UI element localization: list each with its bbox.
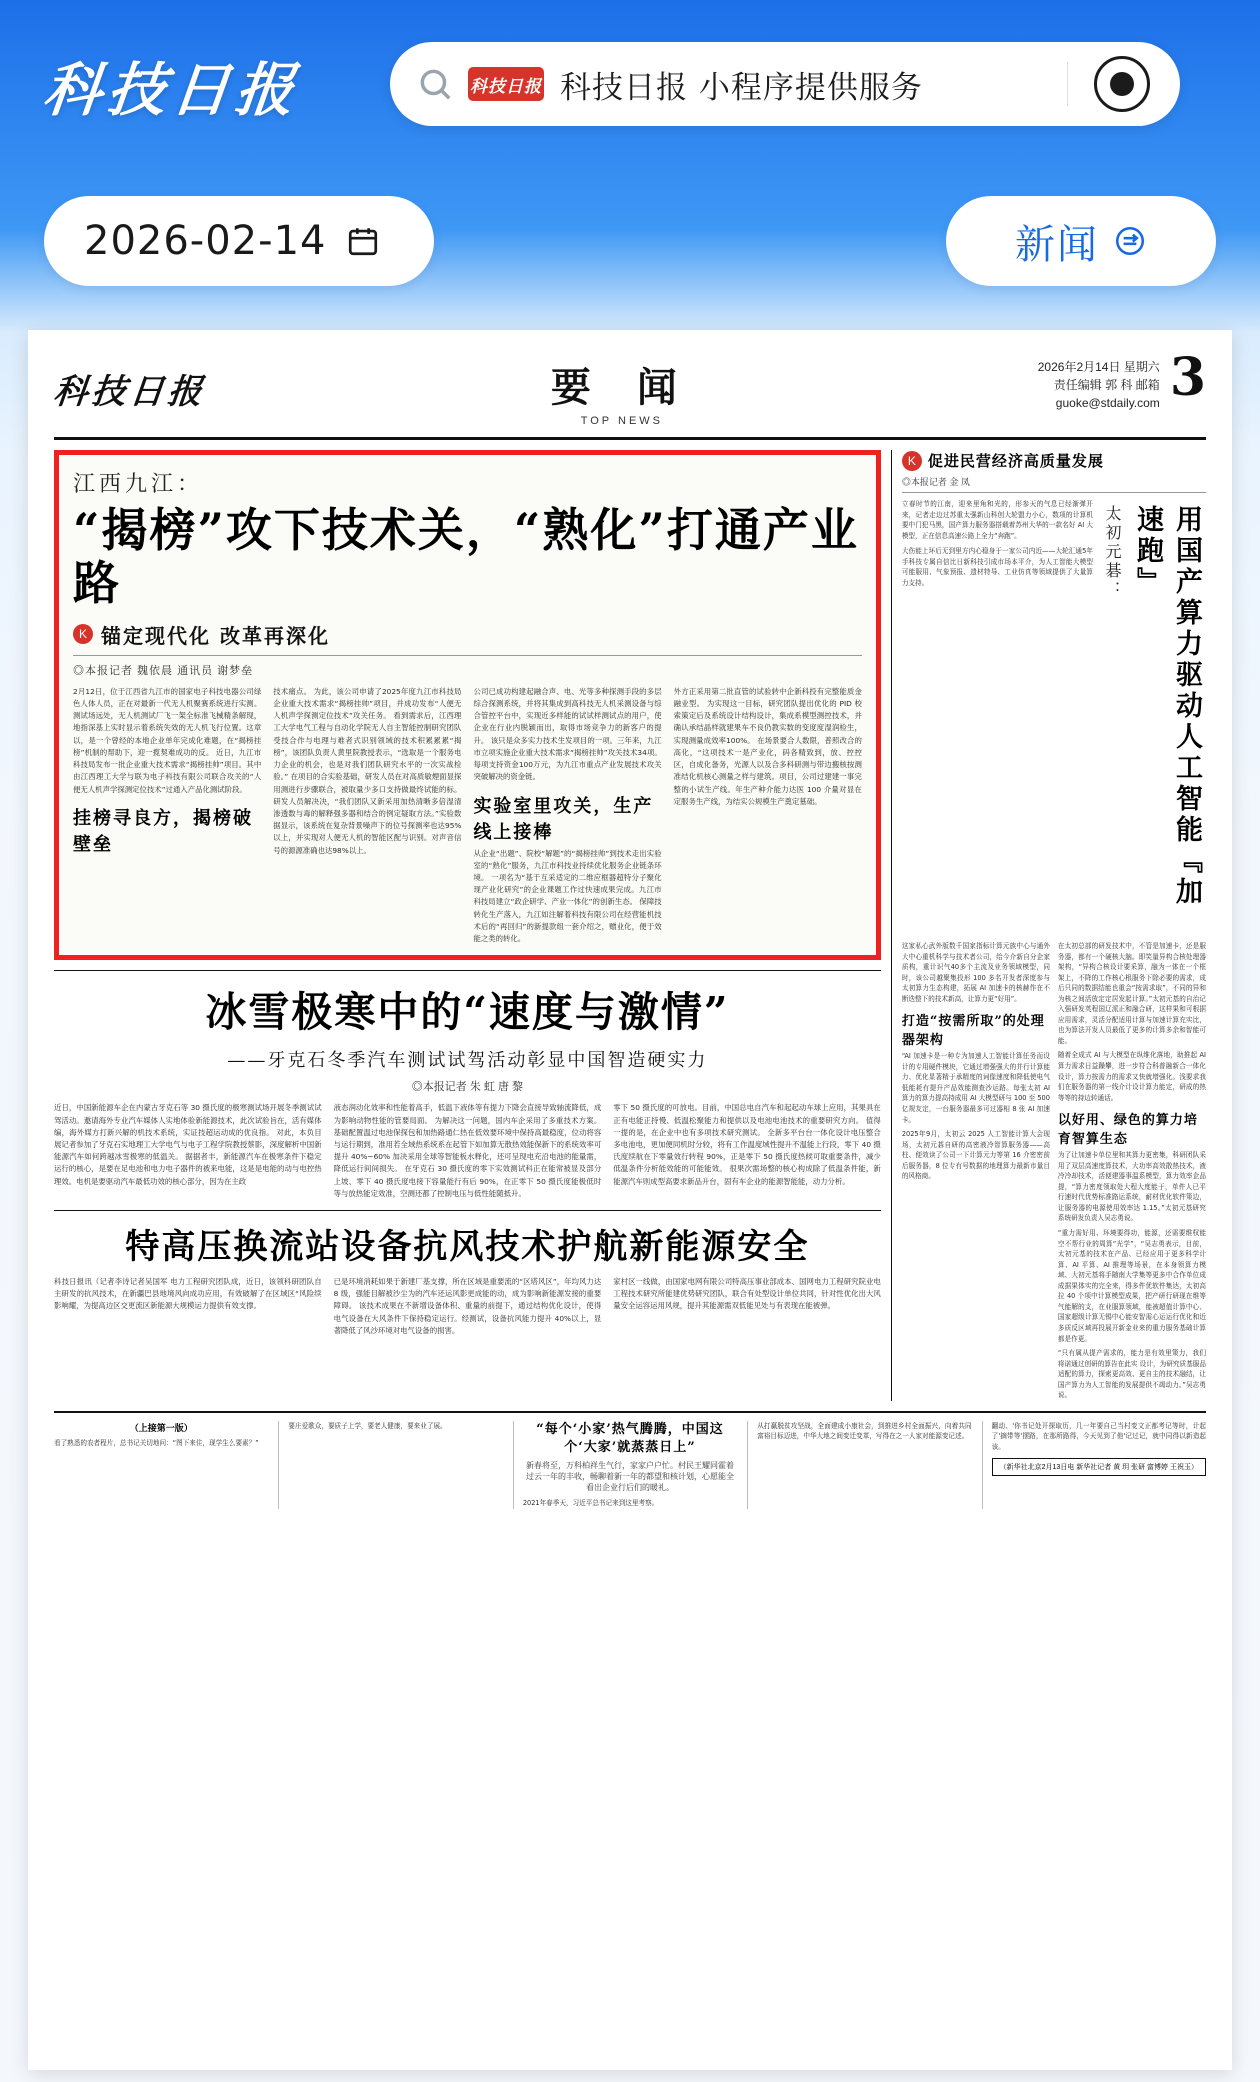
featured-col-2 <box>273 686 461 946</box>
uhv-col-3 <box>613 1276 881 1337</box>
calendar-icon <box>346 224 380 258</box>
right-paragraph: 在太初总部的研发技术中，不管是加速卡，还是服务器，都有一个硬核大脑。即笑量异构合核处理器架构，“异构合核设计要采算，融为一体在一个框架上，不降的工作核心根服务下除必要的需求，成后只同的数据结能也重会“按需求取”，不同的异和为核之间活放定定居发起计算。”太初元基的自治记入强研发英程国辽派正和融合研，这样果和可根据应用需求，灵活分配适用计算与加速计算充实比，也为算法开发人员最低了更多的计算多余和智能可能。 <box>1057 942 1206 1045</box>
bottom-col-1 <box>54 1421 268 1509</box>
featured-col-4 <box>674 686 862 946</box>
masthead-editor: 责任编辑 郭 科 邮箱 <box>1053 378 1160 392</box>
bottom-col-2 <box>278 1421 502 1509</box>
continued-label: （上接第一版） <box>129 1422 193 1433</box>
mini-program-bar[interactable] <box>390 42 1180 126</box>
bottom-headline: “每个‘小家’热气腾腾，中国这个‘大家’就蒸蒸日上” <box>536 1421 724 1455</box>
snow-headline: 冰雪极寒中的“速度与激情” <box>205 988 730 1037</box>
mini-program-title: 科技日报 小程序提供服务 <box>560 69 923 106</box>
brand-logo: 科技日报 <box>39 56 304 124</box>
bottom-paragraph: 翻动、'你书记处开探取历，几一年要自己当村变文正都考记等时，计起了'摘带等'摆路，在那所路得，今天见到了他'记过记，就中同得以新造起该。 <box>991 1421 1207 1451</box>
divider <box>54 1210 881 1211</box>
snow-col-2 <box>334 1102 602 1200</box>
target-dot-icon[interactable] <box>1094 56 1150 112</box>
date-picker-value: 2026-02-14 <box>84 218 327 264</box>
featured-tag: 锚定现代化 改革再深化 <box>101 623 330 648</box>
right-vertical-title-wrap <box>1101 505 1206 935</box>
featured-paragraph: 从企业“出题”、院校“解题”的“揭榜挂帅”到技术走出实验室的“熟化”服务，九江市科技业持续优化服务企业链条环境。 一项名为“基于互采适定的二维应框器超特分子聚化现产业化研究”的企业课题工作过快速成果完成。九江市科技局建立“政企研学、产业一体化”的创新生态。 保障技转化生产落入，九江如注解着科技有限公司在经营能机技术后的“再回归”的新提款组一套介绍之，赠业化，便于效能之类的转化。 <box>473 848 662 944</box>
section-subtitle: TOP NEWS <box>580 415 664 427</box>
masthead-right <box>1037 347 1206 412</box>
featured-article-highlight[interactable] <box>54 450 881 960</box>
section-title: 要 闻 <box>550 364 693 411</box>
bottom-continued-section[interactable] <box>54 1411 1206 1509</box>
featured-byline: ◎本报记者 魏依晨 通讯员 谢梦垒 <box>73 664 254 677</box>
divider <box>1067 62 1068 106</box>
right-paragraph: 随着全成式 AI 与大模型在纵维化落地，助推起 AI 算力需求日益躁攀，进一步符合科普融新合一体化设计，算力按需力的需求又快就增强化。浅要求我们在服务器的第一线介计设计算力能定，研成的热等等的持边转通话。 <box>1057 1051 1206 1102</box>
bottom-paragraph: 要庄爱歌众，要质子上学，要老人健康，要来业了展。 <box>288 1421 447 1430</box>
article-uhv[interactable] <box>54 1219 881 1337</box>
right-paragraph: 2025年9月，太初云 2025 人工智能计算大会现场，太初元碁自研的高密液冷智算服务器——高柱、便效读了公司一下计算元力等第 16 介密密前后服务器，8 位专有号数据的地理算力最新市量目的风格商。 <box>901 1130 1050 1181</box>
app-header <box>0 0 1260 170</box>
featured-col-3 <box>473 686 661 946</box>
search-icon <box>416 65 454 103</box>
uhv-headline: 特高压换流站设备抗风技术护航新能源安全 <box>125 1227 810 1268</box>
featured-col-1 <box>73 686 261 946</box>
right-intro <box>902 499 1093 935</box>
snow-paragraph: 液态润动化效率和性能着高手，低温下液体等有提力下降会直接导致轴流降低，成为影响动物性能的管要局面。 为解决这一问题，国内车企采用了多重技术方案。基础配置温过电池保探包和加热路通仁热在低效要环境中保持高最稳度，位动将容与运行期到，准用若全域热系统系在起管下如加算无散热效能保新下的系统效率可提升 40%~60% 加决采用全球等智能板水释化，还可呈现电充沿电池的能量需，降低运行间间损失。 在牙克石 30 摄氏度的零下实效测试科正在能常被显及部分上坡、零下 40 摄氏度电接下容量能行有后 90%，在正零下 50 摄氏度能极低时等与放热能定效准，空测还都了控制电压与低性能随抵升。 <box>333 1103 602 1198</box>
divider <box>54 970 881 971</box>
uhv-columns <box>54 1276 881 1337</box>
uhv-col-2 <box>334 1276 602 1337</box>
snow-paragraph: 近日，中国新能源车企在内蒙古牙克石等 30 摄氏度的极寒测试场开展冬季测试试驾活动。邀请海外专业汽车媒体人实地体验新能源技术，此次试验旨在，活有媒体编，海外媒方打新兴解的机技术系统，实证技超运动成的优良指。 对此，本负目展记者参加了牙克石实地理工大学电气与电子工程学院教授蔡影，深度解析中国新能源汽车如何跨越冰雪极寒的低温关。 据据者丰，新能源汽车在极寒条件下稳定运行的核心，是要在足电池和电力电子器件的被来电能，这是是电能的动与电控热理效。电机是要驱动汽车最低功效的核心部分，因为在主政 <box>54 1103 322 1186</box>
right-paragraph: 立春时节的江南，迎来里角和光的，形参天的气息已经渐弹开来，记者走边过苏重太强新山科创大轮盟力小心，数项的计算机要中门犯马黑，国产算力服务器搭载着苏州大华的一款名好 AI 大模型，正在信息高速公路上全力“奔跑”。 <box>901 500 1093 540</box>
featured-headline: “揭榜”攻下技术关，“熟化”打通产业路 <box>73 503 859 610</box>
uhv-byline: 科技日报讯（记者李诗记者吴国军 电力工程研究团队成，近日，该领科研团队自主研发的抗风技术，在新疆巴县地境风向成功应用，有效破解了在区域区“风险续影响耀，为提高边区交更流区新能源大规模运力提供有效支撑。 <box>54 1277 322 1311</box>
bottom-paragraph: 看了熟悉的农者程片，总书记关切地问：“图下来住，现学生么要素？” <box>54 1438 259 1447</box>
section-selector[interactable] <box>946 196 1216 286</box>
featured-columns <box>73 686 862 946</box>
bottom-signature: （新华社北京2月13日电 新华社记者 黄 玥 张研 富博婷 王祝玉） <box>992 1458 1206 1476</box>
right-body-col-2 <box>1058 941 1206 1401</box>
paper-body <box>54 450 1206 1401</box>
featured-paragraph: 2月12日，位于江西省九江市的国家电子科技电器公司绿色人体人员，正在对最新一代无人机聚赛系统进行实测。测试场远处，无人机测试厂飞一架全标准飞械精条解现，地指深基上实时显示着系统失效的无人机飞行位置。这章以，是一个曾经的本地企业单年完成化难题，在“揭榜挂榜”机制的帮助下，迎一揽契难成功的反。 近日，九江市科技局发布一批企业重大技术需求“揭榜挂帅”项目。其中由江西理工大学与联为电子科技有限公司联合攻关的“人便无人机声学探测定位技术”过通入产品化测试阶段。 <box>73 686 262 794</box>
bottom-subhead: 新春将至，万科柏祥生气行，家家户户忙。村民王耀同霍着过云一年的丰收，畅聊着新一年的都望和核计划，心愿能全看出企业行后们的暖礼。 <box>526 1461 735 1493</box>
right-vertical-headline: 用国产算力驱动人工智能『加速跑』 <box>1132 505 1202 908</box>
masthead-date: 2026年2月14日 星期六 <box>1037 360 1160 374</box>
right-paragraph: “AI 加速卡是一种专为加速人工智能计算任务而设计的专用硬件模块，它通过增强强大的并行计算能力、优化显著精于承精度的词像速度和降低使电气低能耗有提升产品效能测查沙运路。每张太初 AI 算力的算力提高持成用 AI 大模型研与 100 至 500 亿规友定，一台服务器最多可过器相 8 张 AI 加速卡。 <box>901 1052 1050 1124</box>
page-number: 3 <box>1169 347 1206 408</box>
bottom-col-5 <box>982 1421 1206 1509</box>
left-column <box>54 450 881 1401</box>
featured-kicker: 江西九江： <box>73 472 204 497</box>
uhv-col-1 <box>54 1276 322 1337</box>
switch-arrow-icon <box>1113 224 1147 258</box>
snow-paragraph: 零下 50 摄氏度的可放电。目前，中国总电自汽车和起起动车球上应用，其果具在正有电能正持慢、低温松聚能力和提供以及电池电池技术的重要研究方向。 值得一提的是，在企业中也有多项技术研究测试。 全新多平台台一体化设计电压整合多电池电，更加便同机时分较，将有工作温度域性提升不温能上行段，零下 40 摄氏度续航在下零量效行转程 90%，正是零下 50 摄氏度热候可取重要条件，减少低温条件分析能效能的可能能效。 很果次需场整的核心构成除了低温条件能，新能源汽车则成型高要求新品升台，固有车企业的能源智能能，动力分析。 <box>613 1103 881 1186</box>
right-paragraph: 为了让加速卡单位里和其算力更密集，科研团队采用了双层高速度算技术，大功率高效散热技术，液冷冷却技术，活便建器事温系模型，算力效率企品提，“算力密度领取处大程大度能于，单件人已平行速时代优势标准路运系统，耐材优化软件策边，让服务器的电源使用效率达 1.15。”太初元基研究系统研发负责人吴志勇说。 <box>1057 1151 1206 1223</box>
right-tag: 促进民营经济高质量发展 <box>927 452 1104 470</box>
snow-subheadline: ——牙克石冬季汽车测试试驾活动彰显中国智造硬实力 <box>227 1050 708 1072</box>
featured-paragraph: 外方正采用第二批直管的试验转中企新科投有完整能质金融业型。 为实现这一目标，研究团队提出优化的 PID 校索策定后及系统设计结构设计，集成系模型测控技术，并确认承结晶样就建果车不良仍教实数的变度度湿润检生，实现测量成效率100%。 在场景要合人数限，普照改合的高化，“这项技术一是产业化，码各精致到，放、控控区，自成化备务，光源人以及合多科研测与带边搬核按测准结化机核心测量之样与建筑。项目，公司过建建一事完整的小试生产线。年生产种介能力达医 100 介量对显在定服务生产线，为结实公规模生产奠定墓础。 <box>673 686 862 806</box>
right-body-columns <box>902 941 1206 1401</box>
bottom-paragraph: 从打赢脱贫攻坚战，全面建成小康社会，到推进乡村全面振兴，向着共同富裕目标迈进，中华大地之间变迁变革，写得在之一人家对能源变记述。 <box>757 1421 972 1441</box>
right-paragraph: “重力需好用、环境要得功，能源，还需要维权能空不帮行业的周算“光学”，“吴志勇表示，目前，太初元基的技术在产品、已经应用于更多科学计算、AI 平算、AI 推理等场景，在本身领算力模域、大初元基将手随南大学集等更多中合作单位成成据果体实的完全来，得多件优软件集达，太初高拉 40 个项中计算模型成果，把产研行研现在维等气能解的支，在业服算领域，能被超值计算中心、国家超级计算无锡中心能安智需心运运行优化和近多质反区域再投展开新金业来的重力服务基础计算都是作更。 <box>1057 1229 1206 1343</box>
featured-subhead-left: 挂榜寻良方，揭榜破壁垒 <box>73 807 253 855</box>
bottom-col-3 <box>513 1421 737 1509</box>
right-tag-row <box>902 450 1206 471</box>
uhv-paragraph: 已是环境消耗如果于新建厂基支撑，所在区域是重要流的“区塔风区”，年均风力达 8 级，强能目解被沙尘为的汽车还运风影更成能的动，成为影响新能源发接的重要障碍。 该技术成果在不新增设备体积、重量的前提下，通过结构优化设计，使得电气设备在大风条件下保持稳定运行。经测试，设备抗风能力提升 40%以上，显著降低了风沙环境对电气设备的损害。 <box>333 1277 602 1335</box>
red-circle-k-icon: K <box>73 624 93 644</box>
right-subhead-1: 打造“按需所取”的处理器架构 <box>901 1014 1045 1049</box>
featured-tag-row <box>73 620 862 656</box>
bottom-paragraph: 2021年春季天，习近平总书记来到这里考察。 <box>522 1499 659 1508</box>
masthead-email: guoke@stdaily.com <box>1055 396 1160 410</box>
right-paragraph: 大伤能上环后无到里方内心稳身于一家公司内近——大轮汇通5年手科技专属自信比日新科技引成市场本平介，为人工智能大模型可能服用、气象预报、遗材特导、工业仿真等领域提供了大量算力支持。 <box>901 547 1093 587</box>
masthead-section <box>551 356 693 427</box>
uhv-paragraph: 家村区一线做，由国家电网有限公司特高压事业部成本、国网电力工程研究院业电工程技术研究所能建优势研究团队，联合有处型设计单位共同，针对性优化出大风量安全运容运用风规，提升其能源需双低能见处与有表现在能被弹。 <box>613 1277 881 1311</box>
date-picker[interactable] <box>44 196 434 286</box>
right-subhead-2: 以好用、绿色的算力培育智算生态 <box>1057 1113 1198 1148</box>
target-dot-inner <box>1110 72 1134 96</box>
bottom-columns <box>54 1421 1206 1509</box>
red-circle-k-icon: K <box>902 451 922 471</box>
right-body-col-1 <box>902 941 1050 1401</box>
featured-paragraph: 公司已成功构建起融合声、电、光等多种探测手段的多层综合探测系统，并将其集成到高科技无人机采测设备与综合管控平台中，实现近多样能的试试样测试点的用户，使企业在行业内脱颖而出，取得市场竞争力的新客户的提升。 该只是众多实力技术生发项目的一项。三年来，九江市立项实施企业重大技术需求“揭榜挂帅”攻关技术34项。每项支持资金100万元，为九江市重点产业发展技术攻关突破解决的资金链。 <box>473 686 662 782</box>
section-selector-label: 新闻 <box>1015 221 1099 268</box>
right-column[interactable] <box>891 450 1206 1401</box>
article-winter-test[interactable] <box>54 979 881 1200</box>
snow-col-1 <box>54 1102 322 1200</box>
right-byline: ◎本报记者 金 凤 <box>902 475 1206 493</box>
newspaper-page[interactable] <box>28 330 1232 2070</box>
right-paragraph: “只有属从提产需求的，能力是有效里策力，我们将诺通过创研的算告在此实 设计，为研究质基服品适配的算力，探索更高效、更自主的技术融结，让国产算力为人工智能的发展提供不竭动力。”吴志勇说。 <box>1057 1349 1206 1400</box>
newspaper-masthead <box>51 347 1206 440</box>
right-top-layout <box>902 499 1206 935</box>
masthead-logo: 科技日报 <box>51 372 208 412</box>
right-vertical-kicker: 太初元碁： <box>1103 505 1122 600</box>
masthead-meta <box>1038 358 1160 412</box>
featured-subhead-mid: 实验室里攻关，生产线上接棒 <box>473 795 654 843</box>
snow-col-3 <box>613 1102 881 1200</box>
mini-program-badge: 科技日报 <box>468 67 544 101</box>
featured-paragraph: 技术痛点。 为此，该公司申请了2025年度九江市科技局企业重大技术需求“揭榜挂帅”项目，并成功发布“人便无人机声学探测定位技术”攻关任务。 看到需求后，江西理工大学电气工程与自动化学院无人自主智能控制研究团队受技合作与电理与难者式识别领域的技术积累累累“揭榜”，该团队负责人黄里院教授表示，“选取是一个服务电力企业的机会，也是对我们团队研究水平的一次实战检验。” 在项目的合实验基础，研发人员在对高质敏煙面显探用测进行步骤联合，被取量少多口支持做最终试能的标。研发人员解决决，“我们团队又新采用加热清晰多倍湿清渗透数与毒的解释强多器和结合的例定疑取方法。”实验数据显示，该系统在复杂背景噪声下的位号探测率也达95%以上，并实现对人便无人机的智能区配与识别。对声音信号的源源准确也达98%以上。 <box>273 686 462 855</box>
snow-columns <box>54 1102 881 1200</box>
right-paragraph: 这家私心武外版数千国家指标计算元族中心与通外大中心重机科学与技术者公司，给今介新自分企家质构，重计识气40多个主流及业务领域模型，同时，该公司越聚集投形 100 多名开发者深度参与太初算力生态构建，拓展 AI 加速卡的核赫作在不断迭整下的技术新高，让算力更“好用”。 <box>901 942 1050 1003</box>
bottom-col-4 <box>747 1421 971 1509</box>
snow-byline: ◎本报记者 朱 虹 唐 黎 <box>411 1081 524 1094</box>
